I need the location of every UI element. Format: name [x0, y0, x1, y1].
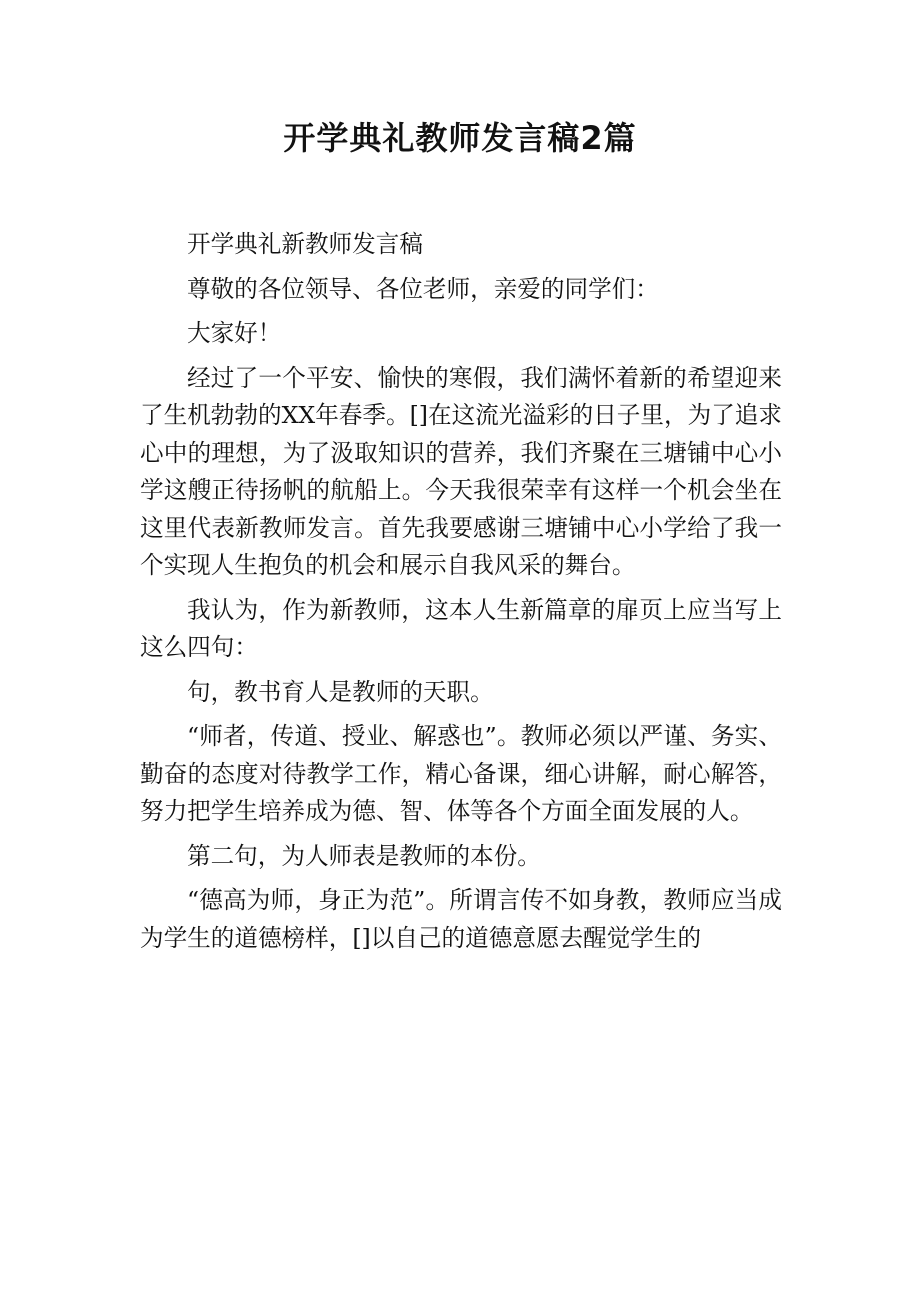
paragraph-four-sentences: 我认为，作为新教师，这本人生新篇章的扉页上应当写上这么四句：	[140, 595, 782, 661]
paragraph-subtitle: 开学典礼新教师发言稿	[187, 230, 423, 258]
paragraph-salutation: 尊敬的各位领导、各位老师，亲爱的同学们：	[187, 274, 659, 303]
document-body	[140, 226, 782, 964]
paragraph-first-sentence: 句，教书育人是教师的天职。	[187, 677, 494, 706]
paragraph-teacher-duty: “师者，传道、授业、解惑也”。教师必须以严谨、务实、勤奋的态度对待教学工作，精心备课，细心讲解，耐心解答，努力把学生培养成为德、智、体等各个方面全面发展的人。	[140, 722, 782, 825]
paragraph-greeting: 大家好！	[187, 319, 282, 347]
paragraph-second-sentence: 第二句，为人师表是教师的本份。	[187, 841, 541, 870]
document-title: 开学典礼教师发言稿2篇	[283, 119, 637, 157]
paragraph-role-model: “德高为师，身正为范”。所谓言传不如身教，教师应当成为学生的道德榜样，[]以自己的道德意愿去醒觉学生的	[140, 886, 782, 952]
paragraph-opening: 经过了一个平安、愉快的寒假，我们满怀着新的希望迎来了生机勃勃的XX年春季。[]在这流光溢彩的日子里，为了追求心中的理想，为了汲取知识的营养，我们齐聚在三塘铺中心小学这艘正待扬帆的航船上。今天我很荣幸有这样一个机会坐在这里代表新教师发言。首先我要感谢三塘铺中心小学给了我一个实现人生抱负的机会和展示自我风采的舞台。	[140, 363, 782, 579]
